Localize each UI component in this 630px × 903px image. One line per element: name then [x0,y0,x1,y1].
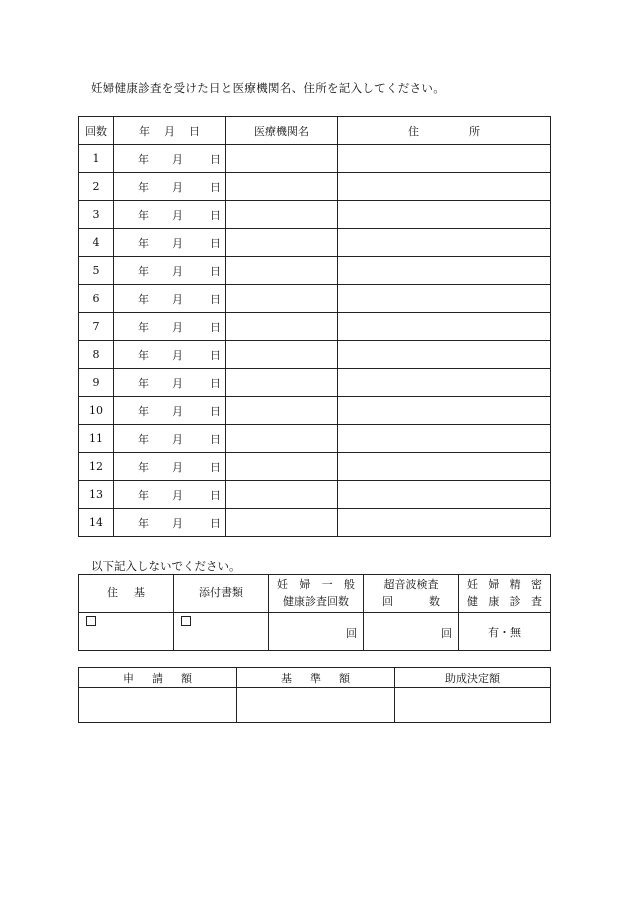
office-col-detailed-checkup-line2-char: 診 [509,594,521,608]
visit-row [79,257,551,285]
year-label: 年 [138,292,149,306]
header-applied-amount [79,668,237,688]
office-col-general-checkups-line1-char: 一 [321,578,333,591]
visit-number: 14 [79,509,114,537]
visit-row [79,145,551,173]
year-label: 年 [138,208,149,222]
office-col-general-checkups-line1-char: 妊 [277,578,288,591]
header-decided-amount: 助成決定額 [395,668,551,688]
office-col-general-checkups-line1-char: 婦 [299,578,311,591]
clinic-name-cell[interactable] [226,397,338,425]
visit-date-cell[interactable] [114,257,226,285]
year-label: 年 [138,376,149,390]
office-col-detailed-checkup-line2 [459,594,550,611]
day-label: 日 [210,376,221,390]
month-label: 月 [172,488,183,502]
header-address [338,117,551,145]
office-col-general-checkups-line2: 健康診査回数 [283,594,349,608]
month-label: 月 [172,264,183,278]
day-label: 日 [210,320,221,334]
visit-row [79,397,551,425]
visit-date-cell[interactable] [114,229,226,257]
office-col-ultrasound-line2-char: 数 [429,594,440,608]
address-cell[interactable] [338,257,551,285]
year-label: 年 [138,348,149,362]
header-clinic: 医療機関名 [226,117,338,145]
header-date [114,117,226,145]
month-label: 月 [172,432,183,446]
office-col-general-checkups [269,575,364,613]
day-label: 日 [210,152,221,166]
visit-date-cell[interactable] [114,145,226,173]
visit-row [79,173,551,201]
day-label: 日 [210,488,221,502]
visit-date-cell[interactable] [114,341,226,369]
day-label: 日 [210,236,221,250]
applied-amount-label-char: 額 [181,671,192,685]
year-label: 年 [138,180,149,194]
office-use-table [78,574,551,651]
office-col-ultrasound [364,575,459,613]
applied-amount-label-char: 申 [123,671,134,685]
address-cell[interactable] [338,145,551,173]
office-col-detailed-checkup-line2-char: 健 [467,594,478,608]
visit-number: 13 [79,481,114,509]
visit-number: 4 [79,229,114,257]
visit-row [79,425,551,453]
month-label: 月 [172,292,183,306]
month-label: 月 [172,320,183,334]
clinic-name-cell[interactable] [226,369,338,397]
visit-date-cell[interactable] [114,509,226,537]
year-label: 年 [138,516,149,530]
month-label: 月 [172,180,183,194]
office-col-detailed-checkup-line1-char: 妊 [467,578,478,591]
visit-row [79,481,551,509]
visit-date-cell[interactable] [114,313,226,341]
clinic-name-cell[interactable] [226,201,338,229]
year-label: 年 [138,152,149,166]
day-label: 日 [210,432,221,446]
visit-date-cell[interactable] [114,397,226,425]
address-cell[interactable] [338,201,551,229]
day-label: 日 [210,460,221,474]
year-label: 年 [138,432,149,446]
visit-date-cell[interactable] [114,425,226,453]
clinic-name-cell[interactable] [226,509,338,537]
ultrasound-count-cell[interactable] [364,613,459,651]
address-cell[interactable] [338,481,551,509]
clinic-name-cell[interactable] [226,257,338,285]
visit-number: 3 [79,201,114,229]
day-label: 日 [210,264,221,278]
header-day: 日 [189,124,200,138]
office-col-detailed-checkup-line1-char: 精 [509,578,521,591]
visit-number: 1 [79,145,114,173]
day-label: 日 [210,404,221,418]
month-label: 月 [172,460,183,474]
visit-date-cell[interactable] [114,285,226,313]
address-cell[interactable] [338,173,551,201]
office-col-resident-b: 基 [134,586,145,600]
month-label: 月 [172,376,183,390]
visit-row [79,285,551,313]
office-col-detailed-checkup-line1 [459,577,550,594]
year-label: 年 [138,320,149,334]
year-label: 年 [138,264,149,278]
year-label: 年 [138,488,149,502]
standard-amount-label-char: 準 [310,671,321,685]
month-label: 月 [172,236,183,250]
office-col-detailed-checkup-line1-char: 婦 [488,578,500,591]
standard-amount-cell[interactable] [237,688,395,723]
year-label: 年 [138,460,149,474]
office-col-ultrasound-line1: 超音波検査 [383,578,439,591]
clinic-name-cell[interactable] [226,481,338,509]
visit-row [79,229,551,257]
attachments-checkbox-cell [174,613,269,651]
address-cell[interactable] [338,341,551,369]
month-label: 月 [172,404,183,418]
month-label: 月 [172,516,183,530]
header-address-b: 所 [469,124,480,138]
office-col-detailed-checkup-line1-char: 密 [530,578,542,591]
office-col-detailed-checkup-line2-char: 査 [530,594,542,608]
visit-number: 10 [79,397,114,425]
address-cell[interactable] [338,453,551,481]
header-address-a: 住 [408,124,419,138]
clinic-name-cell[interactable] [226,173,338,201]
applied-amount-cell[interactable] [79,688,237,723]
year-label: 年 [138,404,149,418]
office-col-general-checkups-line1 [269,577,363,594]
office-use-note: 以下記入しないでください。 [91,559,241,573]
address-cell[interactable] [338,509,551,537]
visit-table-header [79,117,551,145]
standard-amount-label-char: 額 [339,671,350,685]
resident-checkbox[interactable] [86,616,96,626]
month-label: 月 [172,152,183,166]
address-cell[interactable] [338,313,551,341]
office-col-detailed-checkup [459,575,551,613]
general-checkup-count-cell[interactable] [269,613,364,651]
header-month: 月 [164,124,175,138]
visit-number: 11 [79,425,114,453]
visit-number: 8 [79,341,114,369]
day-label: 日 [210,516,221,530]
address-cell[interactable] [338,369,551,397]
visit-date-cell[interactable] [114,173,226,201]
visit-number: 7 [79,313,114,341]
instruction-text: 妊婦健康診査を受けた日と医療機関名、住所を記入してください。 [91,81,445,95]
clinic-name-cell[interactable] [226,313,338,341]
office-col-resident [79,575,174,613]
visit-number: 2 [79,173,114,201]
clinic-name-cell[interactable] [226,425,338,453]
visit-number: 12 [79,453,114,481]
applied-amount-label-char: 請 [152,671,163,685]
resident-checkbox-cell [79,613,174,651]
visit-row [79,313,551,341]
visit-row [79,453,551,481]
standard-amount-label-char: 基 [281,671,292,685]
month-label: 月 [172,348,183,362]
visit-date-cell[interactable] [114,453,226,481]
office-col-general-checkups-line1-char: 般 [343,578,355,591]
day-label: 日 [210,180,221,194]
visit-number: 9 [79,369,114,397]
month-label: 月 [172,208,183,222]
address-cell[interactable] [338,285,551,313]
general-checkup-unit: 回 [346,627,357,640]
clinic-name-cell[interactable] [226,285,338,313]
address-cell[interactable] [338,425,551,453]
clinic-name-cell[interactable] [226,341,338,369]
visit-row [79,341,551,369]
office-col-resident-a: 住 [107,586,118,600]
clinic-name-cell[interactable] [226,229,338,257]
visit-number: 5 [79,257,114,285]
clinic-name-cell[interactable] [226,453,338,481]
year-label: 年 [138,236,149,250]
visit-date-cell[interactable] [114,369,226,397]
visit-table [78,116,551,537]
office-col-attachments: 添付書類 [174,575,269,613]
day-label: 日 [210,348,221,362]
day-label: 日 [210,208,221,222]
visit-row [79,509,551,537]
amount-table [78,667,551,723]
visit-number: 6 [79,285,114,313]
office-col-ultrasound-line2-char: 回 [382,594,393,608]
ultrasound-unit: 回 [441,627,452,640]
header-standard-amount [237,668,395,688]
standard-amount-label [237,670,394,686]
visit-row [79,201,551,229]
office-col-detailed-checkup-line2-char: 康 [488,594,500,608]
visit-date-cell[interactable] [114,201,226,229]
clinic-name-cell[interactable] [226,145,338,173]
header-count: 回数 [79,117,114,145]
applied-amount-label [79,670,236,686]
visit-row [79,369,551,397]
attachments-checkbox[interactable] [181,616,191,626]
detailed-checkup-yes-no[interactable]: 有・無 [459,613,551,651]
decided-amount-cell[interactable] [395,688,551,723]
day-label: 日 [210,292,221,306]
address-cell[interactable] [338,229,551,257]
office-col-ultrasound-line2 [364,594,458,611]
address-cell[interactable] [338,397,551,425]
visit-date-cell[interactable] [114,481,226,509]
header-year: 年 [139,124,150,138]
